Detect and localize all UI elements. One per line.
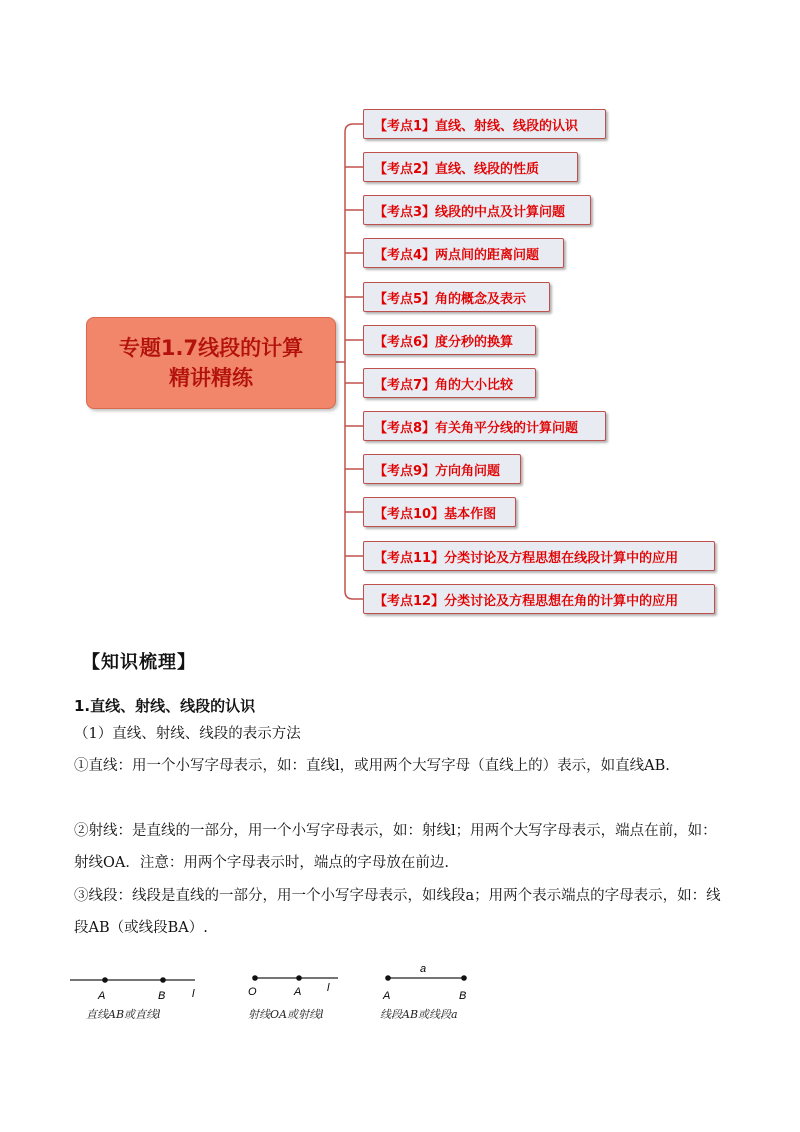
branch-kaodian-12: 【考点12】分类讨论及方程思想在角的计算中的应用 (363, 584, 715, 614)
topic-heading: 1.直线、射线、线段的认识 (74, 697, 256, 715)
figure-line (70, 958, 210, 1012)
branch-kaodian-9: 【考点9】方向角问题 (363, 454, 521, 484)
figure-segment-caption: 线段AB或线段a (380, 1008, 458, 1021)
branch-kaodian-8: 【考点8】有关角平分线的计算问题 (363, 411, 606, 441)
point-a-label: A (383, 990, 391, 1002)
paragraph-segment: ③线段：线段是直线的一部分，用一个小写字母表示，如线段a；用两个表示端点的字母表示，如：线段AB（或线段BA）. (74, 888, 721, 936)
segment-a-label: a (420, 963, 427, 975)
center-title-line1: 专题1.7线段的计算 (118, 336, 304, 360)
center-title-line2: 精讲精练 (169, 366, 253, 390)
figure-segment (380, 958, 480, 1012)
point-b-label: B (158, 990, 166, 1002)
figure-ray (246, 958, 346, 1012)
section-title: 【知识梳理】 (82, 652, 196, 673)
branch-kaodian-7: 【考点7】角的大小比较 (363, 368, 536, 398)
point-o-label: O (248, 986, 257, 998)
branch-kaodian-5: 【考点5】角的概念及表示 (363, 282, 550, 312)
branch-kaodian-2: 【考点2】直线、线段的性质 (363, 152, 578, 182)
branch-kaodian-6: 【考点6】度分秒的换算 (363, 325, 536, 355)
branch-kaodian-4: 【考点4】两点间的距离问题 (363, 238, 564, 268)
ray-l-label: l (327, 982, 330, 994)
point-b-label: B (459, 990, 467, 1002)
line-l-label: l (192, 988, 195, 1000)
paragraph-line: ①直线：用一个小写字母表示，如：直线l，或用两个大写字母（直线上的）表示，如直线AB. (74, 758, 670, 774)
subheading: （1）直线、射线、线段的表示方法 (74, 726, 301, 742)
branch-kaodian-11: 【考点11】分类讨论及方程思想在线段计算中的应用 (363, 541, 715, 571)
point-a-label: A (98, 990, 106, 1002)
connector-branch (345, 124, 363, 132)
connector-branch (345, 591, 363, 599)
paragraph-ray: ②射线：是直线的一部分，用一个小写字母表示，如：射线l；用两个大写字母表示，端点在前，如：射线OA．注意：用两个字母表示时，端点的字母放在前边. (74, 823, 717, 871)
branch-kaodian-1: 【考点1】直线、射线、线段的认识 (363, 109, 606, 139)
figure-line-caption: 直线AB或直线l (86, 1008, 161, 1021)
branch-kaodian-10: 【考点10】基本作图 (363, 497, 516, 527)
point-a-label: A (294, 986, 302, 998)
figure-ray-caption: 射线OA或射线l (248, 1008, 324, 1021)
branch-kaodian-3: 【考点3】线段的中点及计算问题 (363, 195, 591, 225)
mind-map-center-node (86, 317, 336, 409)
